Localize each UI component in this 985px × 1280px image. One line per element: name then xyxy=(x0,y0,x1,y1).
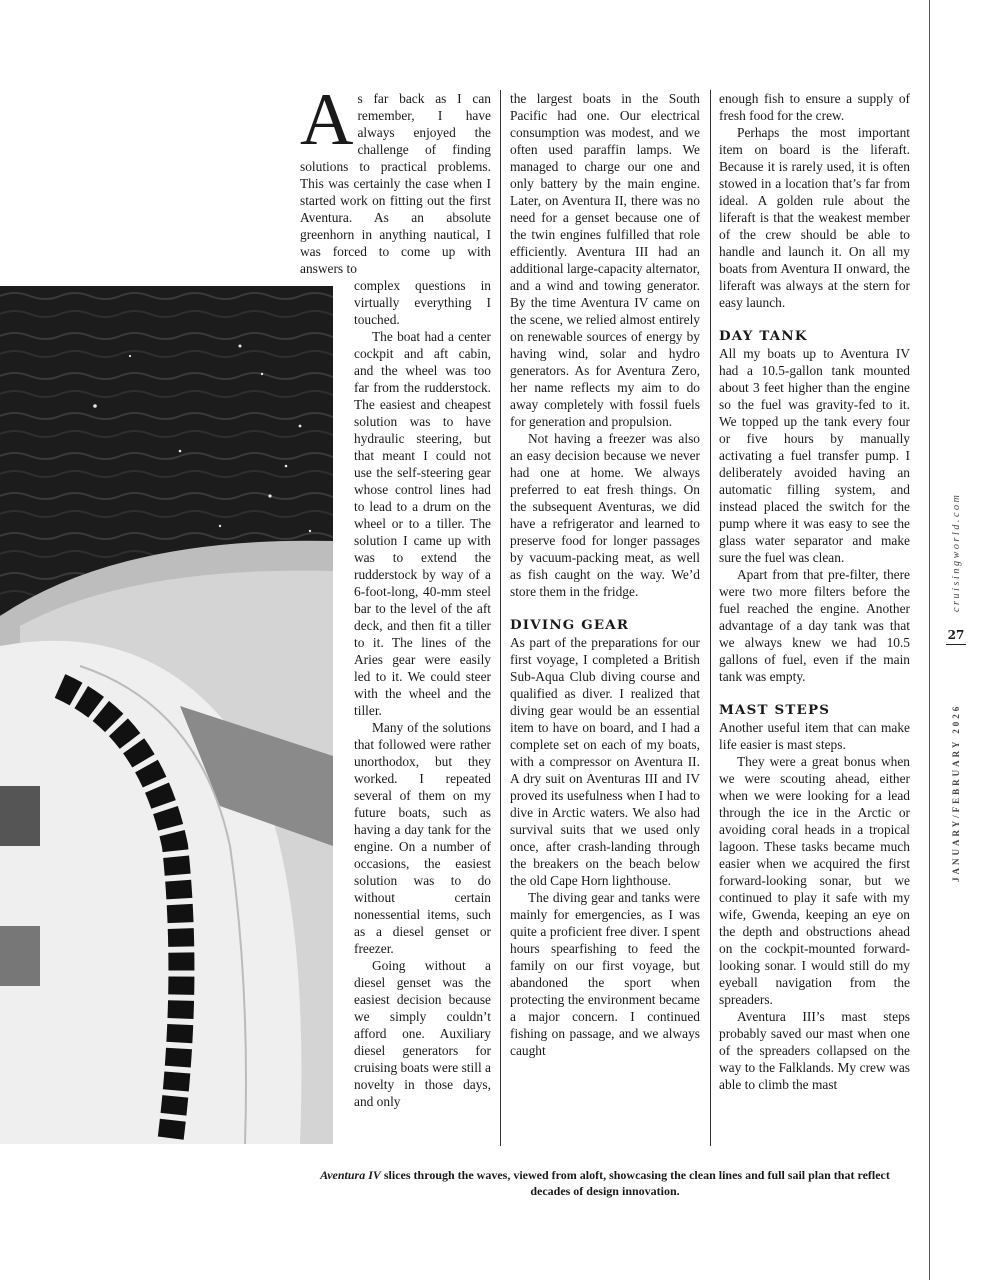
sailboat-aerial-photo xyxy=(0,286,333,1144)
caption-boat-name: Aventura IV xyxy=(320,1168,381,1182)
article-paragraph: Apart from that pre-filter, there were two more filters before the fuel reached the engine. Another advantage of a day tank was that we always knew we had 10.5 gallons of fuel, even if the main tank was empty. xyxy=(719,567,910,684)
article-paragraph: complex questions in virtually everything I touched. xyxy=(354,278,491,327)
column-divider xyxy=(710,90,711,1146)
article-paragraph: Many of the solutions that followed were rather unorthodox, but they worked. I repeated several of them on my future boats, such as having a day tank for the engine. On a number of occasions, the easiest solution was to do without certain nonessential items, such as a diesel genset or freezer. xyxy=(354,720,491,956)
issue-date: JANUARY/FEBRUARY 2026 xyxy=(951,703,961,882)
column-divider xyxy=(500,90,501,1146)
paragraph-text: s far back as I can remember, I have always enjoyed the challenge of finding solutions to practical problems. This was certainly the case when I started work on fitting out the first Aventura. As an absolute greenhorn in anything nautical, I was forced to come up with answers to xyxy=(300,91,491,276)
article-paragraph: The boat had a center cockpit and aft cabin, and the wheel was too far from the rudderstock. The easiest and cheapest solution was to have hydraulic steering, but that meant I could not use the self-steering gear whose control lines had to lead to a drum on the wheel or to a tiller. The solution I came up with was to extend the rudderstock by way of a 6-foot-long, 40-mm steel bar to the level of the aft deck, and then fit a tiller to it. The lines of the Aries gear were easily led to it. We could steer with the wheel and the tiller. xyxy=(354,329,491,718)
article-column-2 xyxy=(510,90,700,1059)
section-heading-day-tank: DAY TANK xyxy=(719,328,808,344)
drop-cap: A xyxy=(300,79,354,161)
article-paragraph: Aventura III’s mast steps probably saved our mast when one of the spreaders collapsed on the way to the Falklands. My crew was able to climb the mast xyxy=(719,1009,910,1092)
article-paragraph: the largest boats in the South Pacific had one. Our electrical consumption was modest, and we often used paraffin lamps. We managed to charge our one and only battery by the main engine. Later, on Aventura II, there was no need for a genset because one of the twin engines fulfilled that role efficiently. Aventura III had an additional large-capacity alternator, and a wind and towing generator. By the time Aventura IV came on the scene, we relied almost entirely on renewable sources of energy by having wind, solar and hydro generators. As for Aventura Zero, her name reflects my aim to do away completely with fossil fuels for generation and propulsion. xyxy=(510,91,700,429)
section-heading-diving-gear: DIVING GEAR xyxy=(510,617,630,633)
article-paragraph: They were a great bonus when we were scouting ahead, either when we were looking for a lead through the ice in the Arctic or avoiding coral heads in a tropical lagoon. These tasks became much easier when we acquired the first forward-looking sonar, but we continued to play it safe with my wife, Gwenda, keeping an eye on the depth and obstructions ahead on the cockpit-mounted forward-looking sonar. I would still do my eyeball navigation from the spreaders. xyxy=(719,754,910,1007)
article-paragraph: All my boats up to Aventura IV had a 10.5-gallon tank mounted about 3 feet higher than the engine so the fuel was gravity-fed to it. We topped up the tank every four or five hours by manually activating a fuel transfer pump. I deliberately avoided having an automatic filling system, and instead placed the switch for the pump where it was easy to see the glass water separator and make sure the fuel was clean. xyxy=(719,346,910,565)
column-1-narrow-block xyxy=(354,277,491,1110)
article-column-1 xyxy=(300,79,491,1110)
photo-caption xyxy=(300,1167,910,1199)
section-heading-mast-steps: MAST STEPS xyxy=(719,702,831,718)
margin-rule xyxy=(929,0,930,1280)
article-column-3 xyxy=(719,90,910,1093)
article-paragraph xyxy=(300,79,491,277)
article-paragraph: Perhaps the most important item on board is the liferaft. Because it is rarely used, it is often stowed in a location that’s far from ideal. A golden rule about the liferaft is that the weakest member of the crew should be able to handle and launch it. On all my boats from Aventura II onward, the liferaft was always at the stern for easy launch. xyxy=(719,125,910,310)
article-paragraph: Going without a diesel genset was the easiest decision because we simply couldn’t afford one. Auxiliary diesel generators for cruising boats were still a novelty in those days, and only xyxy=(354,958,491,1109)
article-paragraph: Not having a freezer was also an easy decision because we never had one at home. We always preferred to eat fresh things. On the subsequent Aventuras, we did have a refrigerator and learned to preserve food for longer passages by vacuum-packing meat, as well as fish caught on the way. We’d store them in the fridge. xyxy=(510,431,700,599)
caption-text: slices through the waves, viewed from aloft, showcasing the clean lines and full sail plan that reflect decades of design innovation. xyxy=(380,1168,890,1198)
article-paragraph: The diving gear and tanks were mainly for emergencies, as I was quite a proficient free diver. I spent hours spearfishing to feed the family on our first voyage, but abandoned the sport when protecting the environment became a major concern. I continued fishing on passage, and we always caught xyxy=(510,890,700,1058)
website-url: cruisingworld.com xyxy=(951,492,962,612)
article-paragraph: enough fish to ensure a supply of fresh food for the crew. xyxy=(719,91,910,123)
article-paragraph: As part of the preparations for our first voyage, I completed a British Sub-Aqua Club diving course and qualified as diver. I realized that diving gear would be an essential item to have on board, and I had a complete set on each of my boats, with a compressor on Aventura II. A dry suit on Aventuras III and IV proved its usefulness when I had to dive in Arctic waters. We also had survival suits that we used only once, after crash-landing through the breakers on the beach below the old Cape Horn lighthouse. xyxy=(510,635,700,888)
page-number: 27 xyxy=(946,628,966,645)
article-paragraph: Another useful item that can make life easier is mast steps. xyxy=(719,720,910,752)
